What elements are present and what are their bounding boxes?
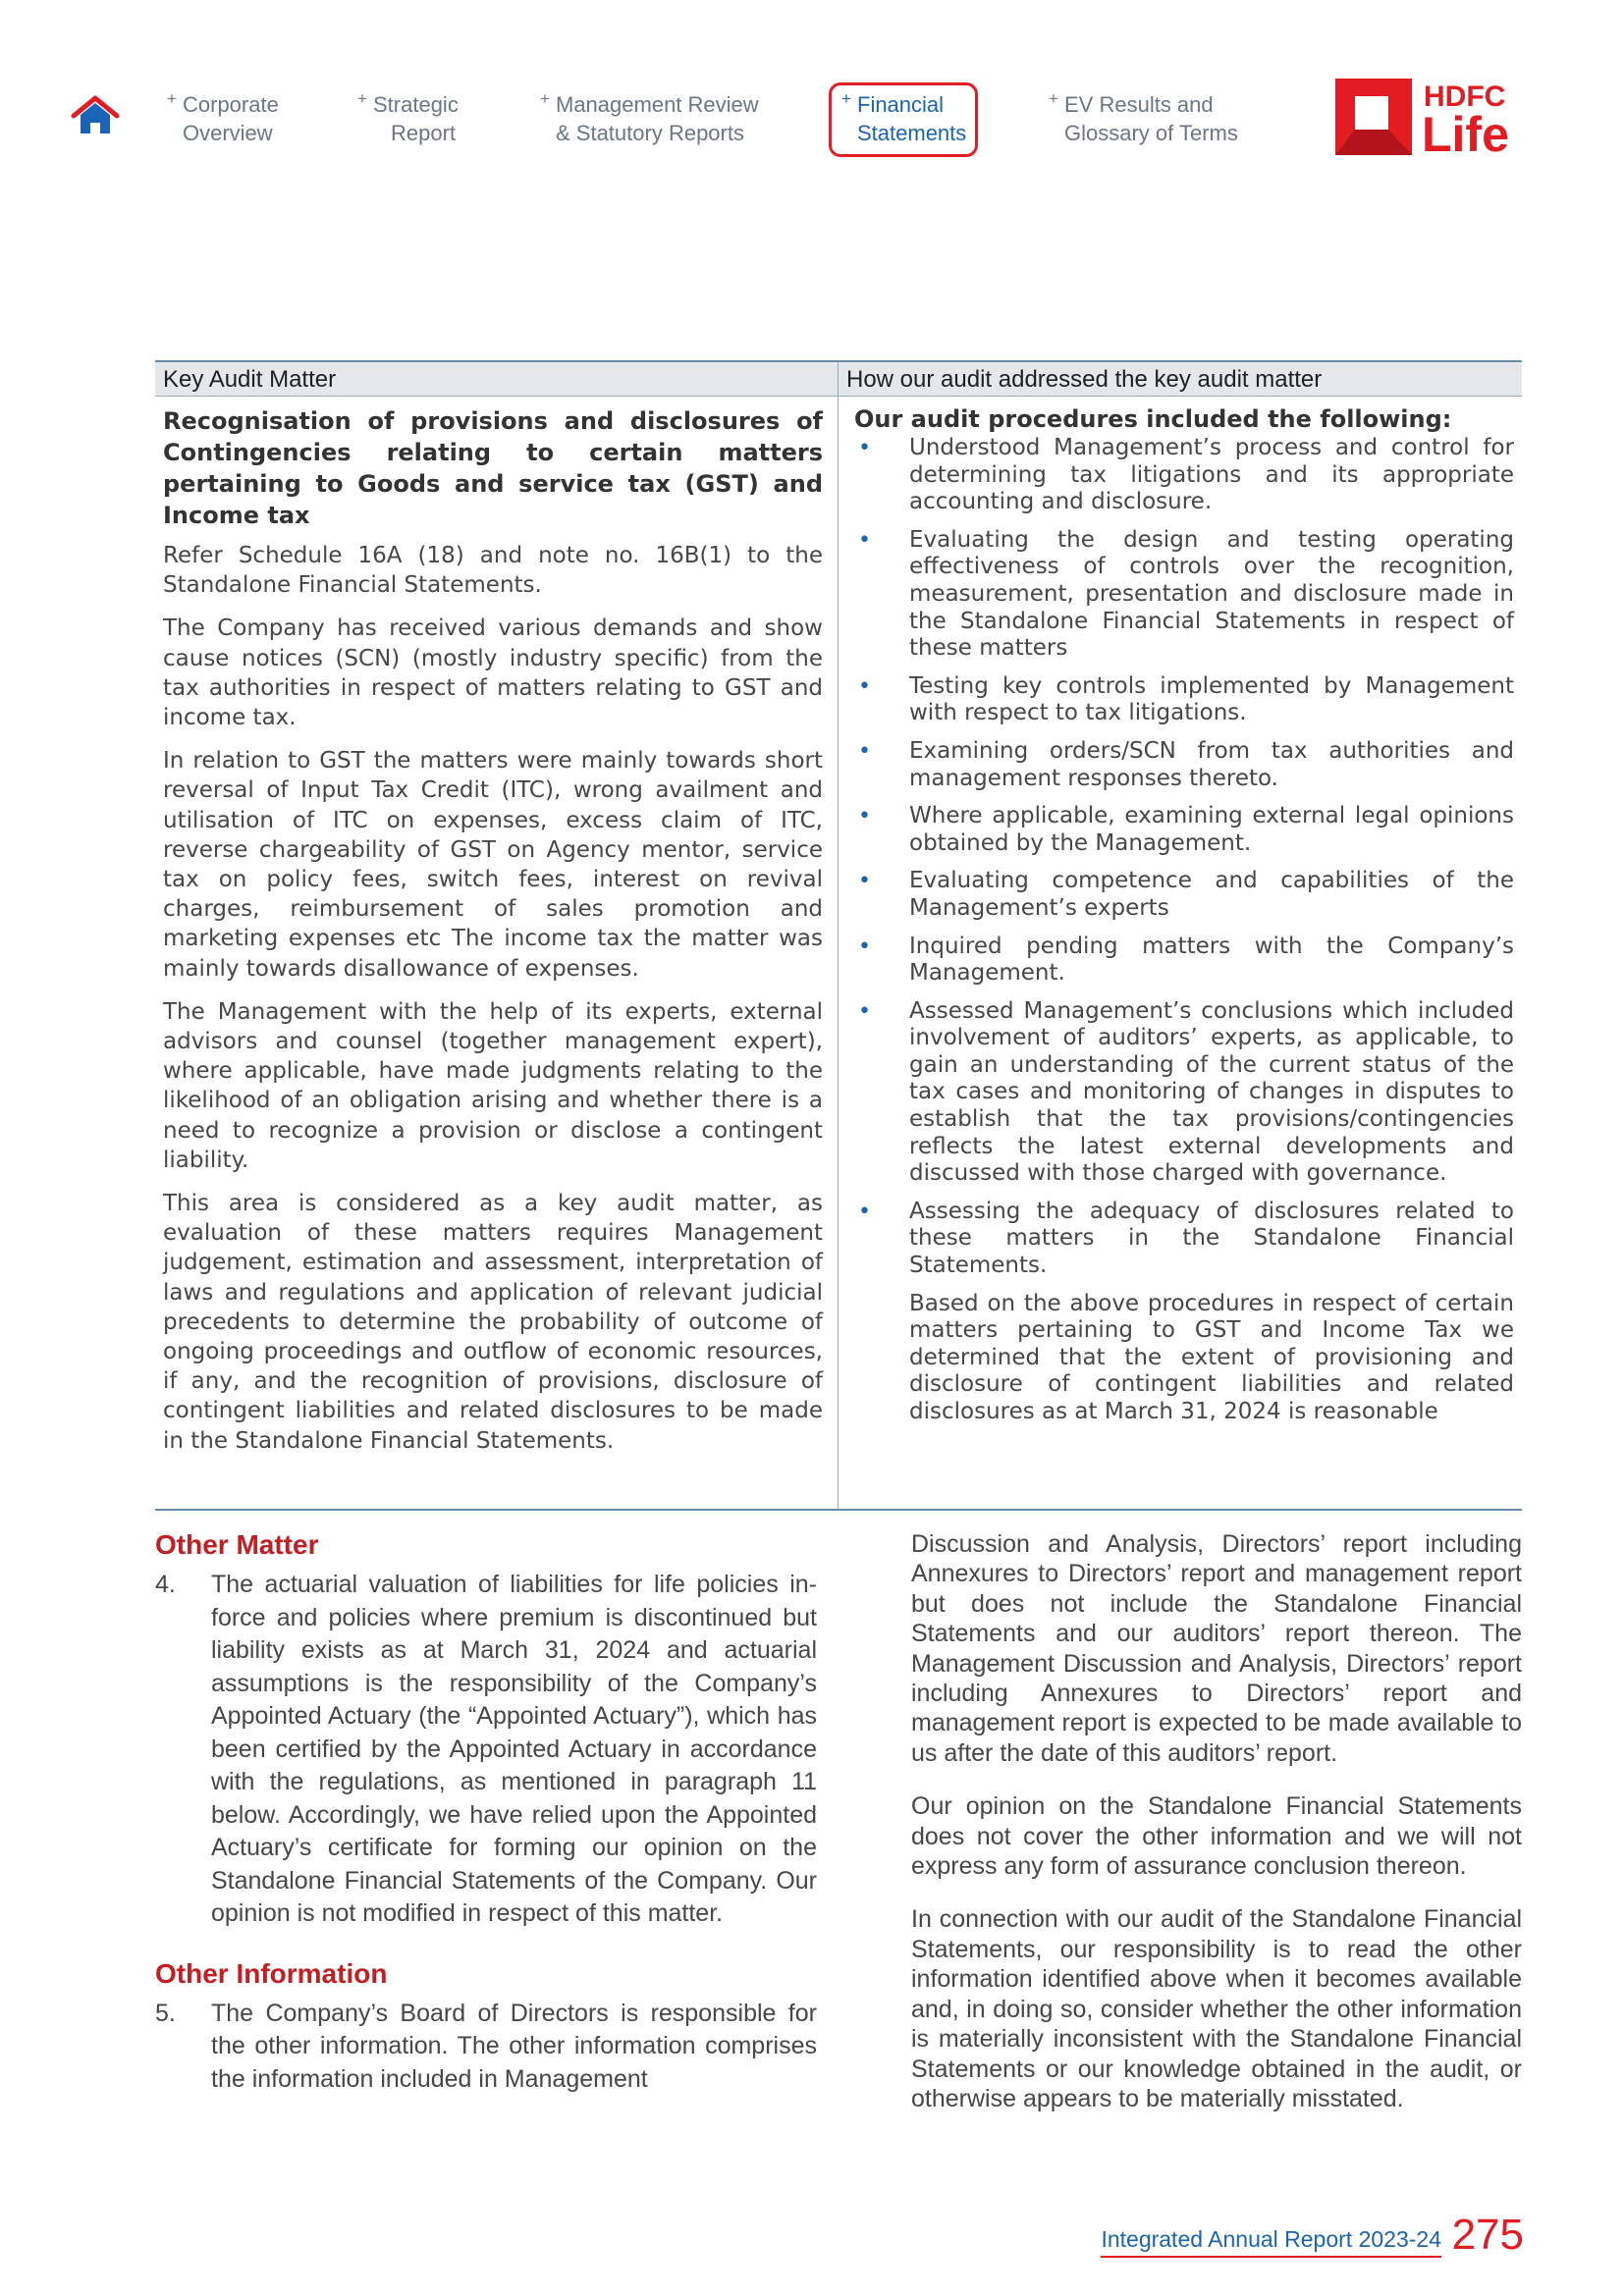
bullet-icon: • xyxy=(858,869,871,894)
procedures-list xyxy=(854,435,1514,1280)
list-item: • Testing key controls implemented by Management with respect to tax litigations. xyxy=(858,672,1514,726)
list-item: • Understood Management’s process and control for determining tax litigations and its appropriate accounting and disclosure. xyxy=(858,435,1514,515)
list-item: • Examining orders/SCN from tax authorities and management responses thereto. xyxy=(858,737,1514,791)
procedures-conclusion: Based on the above procedures in respect of certain matters pertaining to GST and Income Tax we determined that the extent of provisioning and disclosure of contingent liabilities and related disclosures as at March 31, 2024 is reasonable xyxy=(909,1290,1514,1424)
kam-description xyxy=(163,405,823,1469)
kam-paragraph: Refer Schedule 16A (18) and note no. 16B(1) to the Standalone Financial Statements. xyxy=(163,543,823,599)
plus-icon: + xyxy=(357,89,367,108)
hdfc-life-logo xyxy=(1335,77,1528,157)
plus-icon: + xyxy=(1049,89,1058,108)
list-item: • Where applicable, examining external legal opinions obtained by the Management. xyxy=(858,803,1514,856)
header-audit-approach: How our audit addressed the key audit matter xyxy=(846,366,1323,393)
nav-corporate-overview[interactable]: + Corporate Overview xyxy=(167,90,279,147)
nav-ev-results[interactable]: + EV Results and Glossary of Terms xyxy=(1049,90,1238,147)
list-item: • Evaluating competence and capabilities of the Management’s experts xyxy=(858,868,1514,921)
right-text-column xyxy=(911,1527,1522,2137)
bullet-icon: • xyxy=(858,998,871,1024)
table-header xyxy=(155,362,1522,397)
home-icon[interactable] xyxy=(71,94,120,137)
kam-paragraph: The Company has received various demands and show cause notices (SCN) (mostly industry specific) from the tax authorities in respect of matters relating to GST and income tax. xyxy=(163,615,823,731)
paragraph-number: 5. xyxy=(155,1999,176,2027)
column-divider xyxy=(838,362,839,1509)
plus-icon: + xyxy=(841,89,851,108)
bullet-icon: • xyxy=(858,804,871,829)
nav-financial-statements[interactable]: + Financial Statements xyxy=(841,90,966,147)
body-paragraph: Discussion and Analysis, Directors’ report including Annexures to Directors’ report and management report but does not include the Standalone Financial Statements and our auditors’ report thereon. The Management Discussion and Analysis, Directors’ report including Annexures to Directors’ report and management report is expected to be made available to us after the date of this auditors’ report. xyxy=(911,1530,1522,1767)
body-paragraph: In connection with our audit of the Standalone Financial Statements, our responsibility is to read the other information identified above when it becomes available and, in doing so, consider whether the other information is materially inconsistent with the Standalone Financial Statements or our knowledge obtained in the audit, or otherwise appears to be materially misstated. xyxy=(911,1905,1522,2112)
header-key-audit-matter: Key Audit Matter xyxy=(163,366,337,393)
bullet-icon: • xyxy=(858,527,871,553)
bullet-icon: • xyxy=(858,738,871,764)
body-paragraph: Our opinion on the Standalone Financial Statements does not cover the other information and we will not express any form of assurance conclusion thereon. xyxy=(911,1792,1522,1881)
bullet-icon: • xyxy=(858,436,871,460)
key-audit-matter-table xyxy=(155,360,1522,1511)
bullet-icon: • xyxy=(858,673,871,699)
page-number: 275 xyxy=(1451,2211,1524,2259)
nav-strategic-report[interactable]: + Strategic Report xyxy=(357,90,459,147)
kam-paragraph: The Management with the help of its experts, external advisors and counsel (together management expert), where applicable, have made judgments relating to the likelihood of an obligation arising and whether there is a need to recognize a provision or disclose a contingent liability. xyxy=(163,998,823,1173)
svg-text:HDFC: HDFC xyxy=(1424,80,1506,113)
bullet-icon: • xyxy=(858,934,871,959)
paragraph-4: 4. The actuarial valuation of liabilities for life policies in-force and policies where premium is discontinued but liability exists as at March 31, 2024 and actuarial assumptions is the responsibility of the Company’s Appointed Actuary (the “Appointed Actuary”), which has been certified by the Appointed Actuary in accordance with the regulations, as mentioned in paragraph 11 below. Accordingly, we have relied upon the Appointed Actuary’s certificate for forming our opinion on the Standalone Financial Statements of the Company. Our opinion is not modified in respect of this matter. xyxy=(155,1571,817,1927)
plus-icon: + xyxy=(167,89,177,108)
list-item: • Inquired pending matters with the Company’s Management. xyxy=(858,933,1514,987)
other-matter-heading: Other Matter xyxy=(155,1529,319,1560)
plus-icon: + xyxy=(540,89,550,108)
list-item: • Assessed Management’s conclusions which included involvement of auditors’ experts, as applicable, to gain an understanding of the current status of the tax cases and monitoring of changes in disputes to establish that the tax provisions/contingencies reflects the latest external developments and discussed with those charged with governance. xyxy=(858,997,1514,1187)
procedures-title: Our audit procedures included the following: xyxy=(854,405,1452,433)
audit-procedures xyxy=(854,405,1514,1426)
left-text-column xyxy=(155,1527,817,2121)
bullet-icon: • xyxy=(858,1199,871,1224)
kam-title: Recognisation of provisions and disclosures of Contingencies relating to certain matters pertaining to Goods and service tax (GST) and Income tax xyxy=(163,407,823,529)
nav-management-review[interactable]: + Management Review & Statutory Reports xyxy=(540,90,759,147)
svg-text:Life: Life xyxy=(1422,107,1509,157)
list-item: • Assessing the adequacy of disclosures related to these matters in the Standalone Financial Statements. xyxy=(858,1198,1514,1279)
paragraph-5: 5. The Company’s Board of Directors is responsible for the other information. The other information comprises the information included in Management xyxy=(155,1999,817,2093)
report-title: Integrated Annual Report 2023-24 xyxy=(1101,2226,1441,2258)
list-item: • Evaluating the design and testing operating effectiveness of controls over the recognition, measurement, presentation and disclosure made in the Standalone Financial Statements in respect of these matters xyxy=(858,526,1514,662)
paragraph-number: 4. xyxy=(155,1571,176,1598)
kam-paragraph: In relation to GST the matters were mainly towards short reversal of Input Tax Credit (ITC), wrong availment and utilisation of ITC on expenses, excess claim of ITC, reverse chargeability of GST on Agency mentor, service tax on policy fees, switch fees, interest on revival charges, reimbursement of sales promotion and marketing expenses etc The income tax the matter was mainly towards disallowance of expenses. xyxy=(163,748,823,982)
kam-paragraph: This area is considered as a key audit matter, as evaluation of these matters requires Management judgement, estimation and assessment, interpretation of laws and regulations and application of relevant judicial precedents to determine the probability of outcome of ongoing proceedings and outflow of economic resources, if any, and the recognition of provisions, disclosure of contingent liabilities and related disclosures to be made in the Standalone Financial Statements. xyxy=(163,1191,823,1454)
other-information-heading: Other Information xyxy=(155,1957,388,1989)
